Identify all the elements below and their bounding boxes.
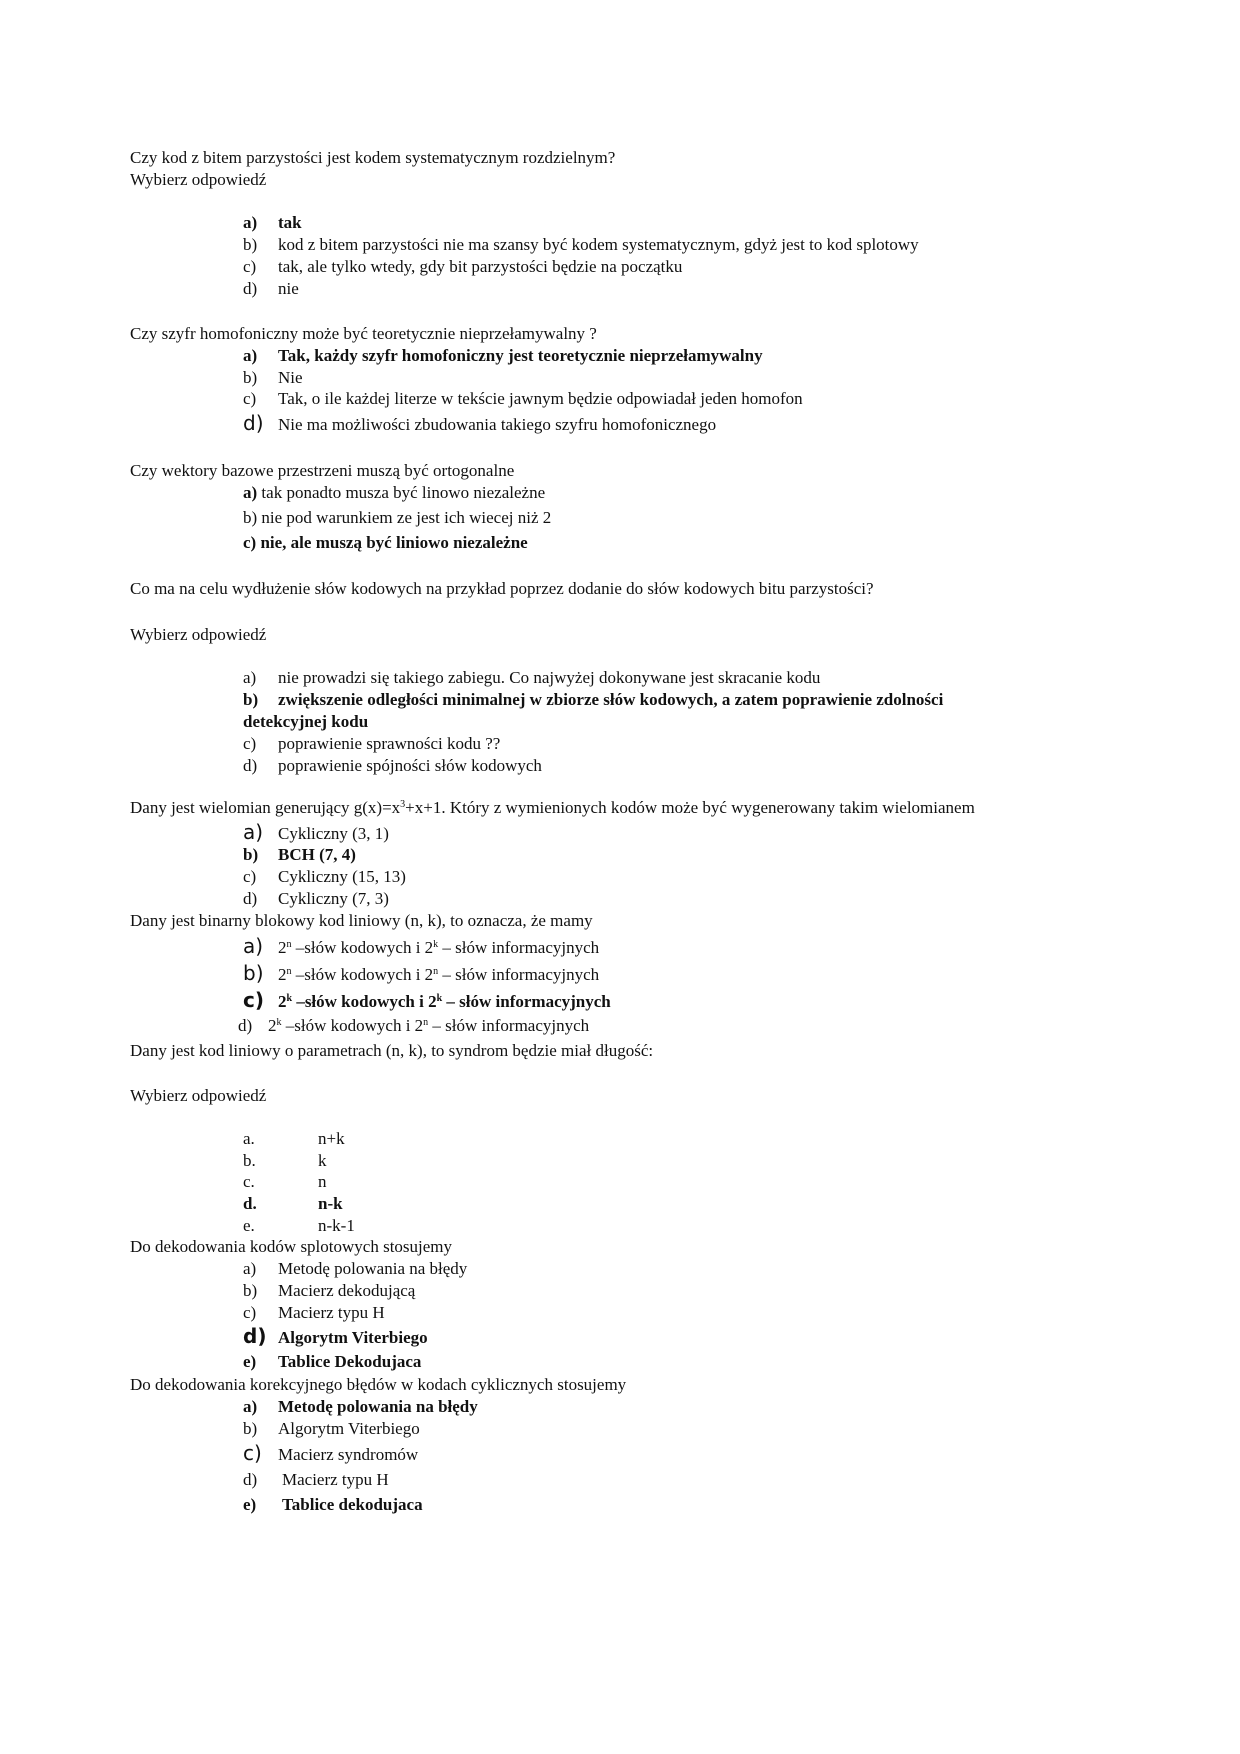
- choose-answer-label: Wybierz odpowiedź: [130, 625, 267, 644]
- q7-option-c: c. n: [243, 1172, 327, 1191]
- question-3: Czy wektory bazowe przestrzeni muszą być ortogonalne: [130, 461, 515, 480]
- q6-option-c: c) 2$^k$ –słów kodowych i 2$^k$ – słów informacyjnych: [243, 988, 611, 1012]
- q9-option-e: e) Tablice dekodujaca: [243, 1495, 423, 1514]
- question-9: Do dekodowania korekcyjnego błędów w kodach cyklicznych stosujemy: [130, 1375, 627, 1394]
- q7-option-e: e. n-k-1: [243, 1216, 355, 1235]
- q5-option-d: d) Cykliczny (7, 3): [243, 889, 389, 908]
- q2-option-d: d) Nie ma możliwości zbudowania takiego szyfru homofonicznego: [243, 411, 717, 435]
- choose-answer-label: Wybierz odpowiedź: [130, 1086, 267, 1105]
- question-5: Dany jest wielomian generujący $g(x)=x^3+x+1$. Który z wymienionych kodów może być wygenerowany takim wielomianem: [130, 798, 975, 817]
- q6-option-b: b) 2$^n$ –słów kodowych i 2$^n$ – słów informacyjnych: [243, 961, 600, 985]
- q5-option-a: a) Cykliczny (3, 1): [243, 820, 389, 844]
- q8-option-b: b) Macierz dekodującą: [243, 1281, 416, 1300]
- q8-option-c: c) Macierz typu H: [243, 1303, 385, 1322]
- question-6: Dany jest binarny blokowy kod liniowy (n, k), to oznacza, że mamy: [130, 911, 593, 930]
- q4-option-a: a) nie prowadzi się takiego zabiegu. Co najwyżej dokonywane jest skracanie kodu: [243, 668, 821, 687]
- q1-option-c: c) tak, ale tylko wtedy, gdy bit parzystości będzie na początku: [243, 257, 683, 276]
- q9-option-c: c) Macierz syndromów: [243, 1441, 419, 1465]
- question-1: Czy kod z bitem parzystości jest kodem systematycznym rozdzielnym?: [130, 148, 616, 167]
- q3-option-c: c) nie, ale muszą być liniowo niezależne: [243, 533, 528, 552]
- q6-option-a: a) 2$^n$ –słów kodowych i 2$^k$ – słów informacyjnych: [243, 934, 600, 958]
- question-4: Co ma na celu wydłużenie słów kodowych na przykład poprzez dodanie do słów kodowych bitu parzystości?: [130, 579, 874, 598]
- choose-answer-label: Wybierz odpowiedź: [130, 170, 267, 189]
- q1-option-a: a) tak: [243, 213, 302, 232]
- q8-option-d: d) Algorytm Viterbiego: [243, 1324, 428, 1348]
- q4-option-b: b) zwiększenie odległości minimalnej w zbiorze słów kodowych, a zatem poprawienie zdolności: [243, 690, 944, 709]
- q9-option-b: b) Algorytm Viterbiego: [243, 1419, 420, 1438]
- q2-option-c: c) Tak, o ile każdej literze w tekście jawnym będzie odpowiadał jeden homofon: [243, 389, 803, 408]
- q8-option-a: a) Metodę polowania na błędy: [243, 1259, 468, 1278]
- question-8: Do dekodowania kodów splotowych stosujemy: [130, 1237, 453, 1256]
- q3-option-b: b) nie pod warunkiem ze jest ich wiecej niż 2: [243, 508, 552, 527]
- q7-option-a: a. n+k: [243, 1129, 345, 1148]
- q1-option-b: b) kod z bitem parzystości nie ma szansy być kodem systematycznym, gdyż jest to kod splotowy: [243, 235, 919, 254]
- q4-option-b-continuation: detekcyjnej kodu: [243, 712, 369, 731]
- q7-option-d: d. n-k: [243, 1194, 343, 1213]
- q4-option-d: d) poprawienie spójności słów kodowych: [243, 756, 542, 775]
- q2-option-a: a) Tak, każdy szyfr homofoniczny jest teoretycznie nieprzełamywalny: [243, 346, 763, 365]
- question-2: Czy szyfr homofoniczny może być teoretycznie nieprzełamywalny ?: [130, 324, 597, 343]
- q6-option-d: d) 2$^k$ –słów kodowych i 2$^n$ – słów informacyjnych: [238, 1016, 590, 1035]
- q2-option-b: b) Nie: [243, 368, 303, 387]
- q1-option-d: d) nie: [243, 279, 299, 298]
- q7-option-b: b. k: [243, 1151, 327, 1170]
- q9-option-a: a) Metodę polowania na błędy: [243, 1397, 478, 1416]
- q5-option-c: c) Cykliczny (15, 13): [243, 867, 406, 886]
- q4-option-c: c) poprawienie sprawności kodu ??: [243, 734, 501, 753]
- q9-option-d: d) Macierz typu H: [243, 1470, 389, 1489]
- q3-option-a: a) tak ponadto musza być linowo niezależne: [243, 483, 546, 502]
- question-7: Dany jest kod liniowy o parametrach (n, k), to syndrom będzie miał długość:: [130, 1041, 654, 1060]
- q8-option-e: e) Tablice Dekodujaca: [243, 1352, 422, 1371]
- q5-option-b: b) BCH (7, 4): [243, 845, 356, 864]
